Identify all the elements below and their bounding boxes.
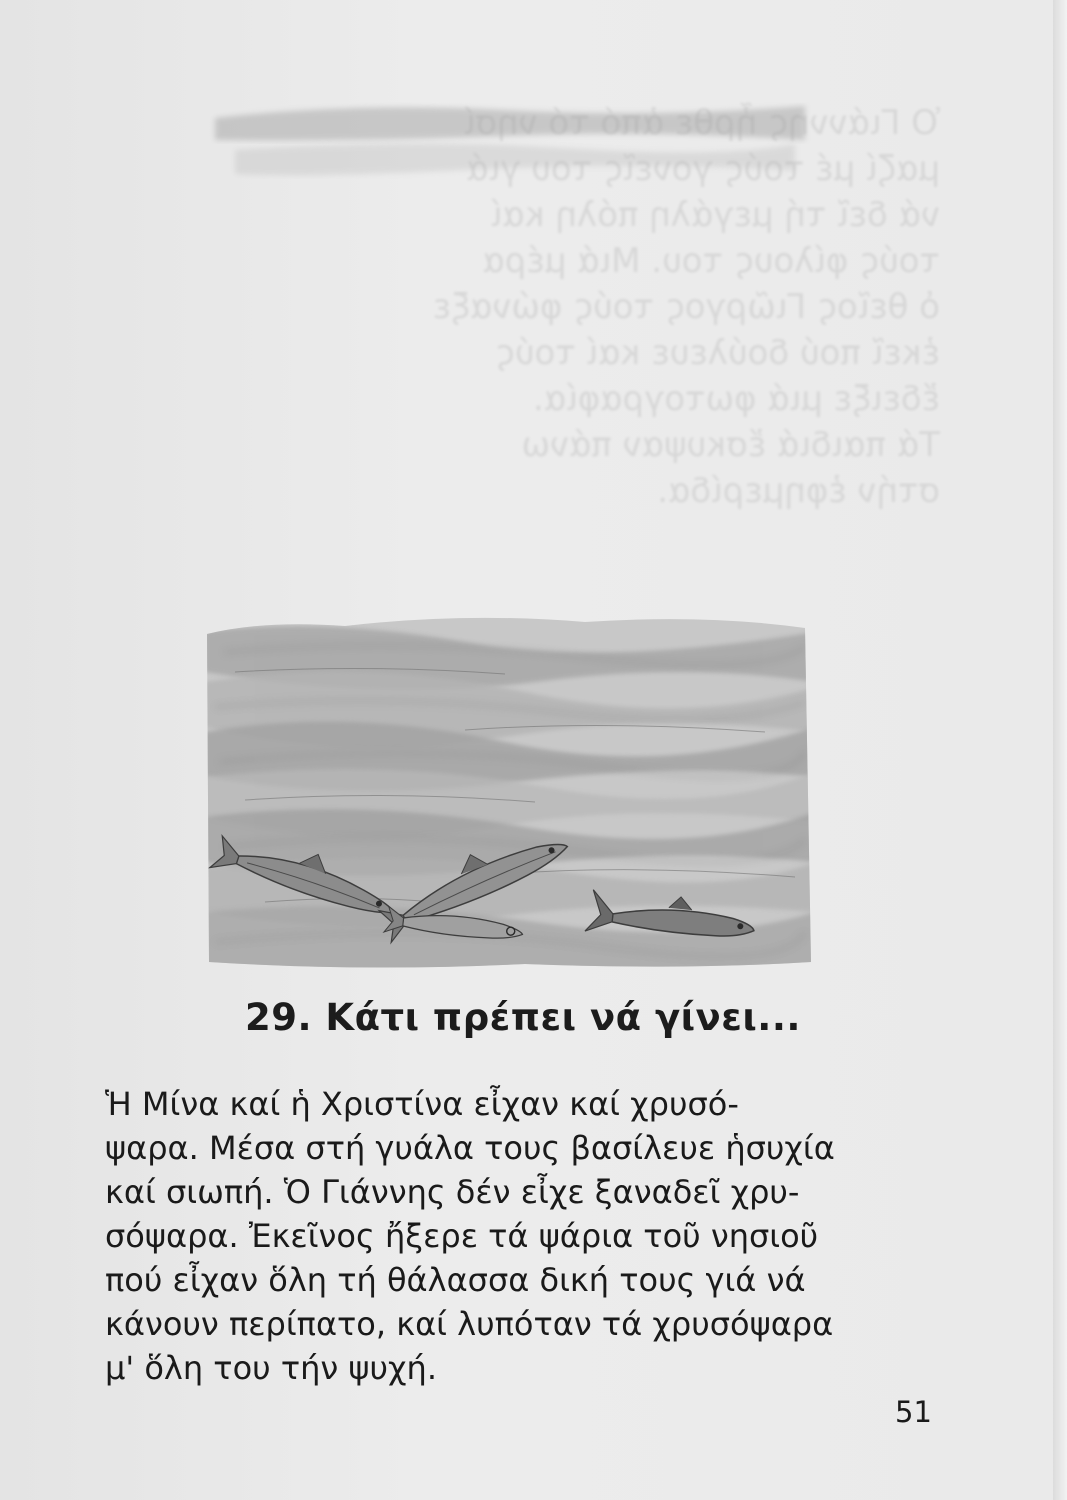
body-line: κάνουν περίπατο, καί λυπόταν τά χρυσόψαρα <box>105 1305 834 1343</box>
page-edge-shadow <box>1053 0 1067 1500</box>
fish-sea-illustration <box>205 612 815 972</box>
body-line: μ' ὅλη του τήν ψυχή. <box>105 1349 437 1387</box>
body-line: καί σιωπή. Ὁ Γιάννης δέν εἶχε ξαναδεῖ χρυ- <box>105 1173 800 1211</box>
top-illustration-remnant <box>205 100 815 220</box>
body-line: ψαρα. Μέσα στή γυάλα τους βασίλευε ἡσυχία <box>105 1129 835 1167</box>
page-number: 51 <box>895 1395 932 1429</box>
body-line: Ἡ Μίνα καί ἡ Χριστίνα εἶχαν καί χρυσό- <box>105 1085 739 1123</box>
body-paragraph <box>105 1082 945 1390</box>
chapter-title: 29. Κάτι πρέπει νά γίνει... <box>245 996 801 1039</box>
body-line: σόψαρα. Ἐκεῖνος ἤξερε τά ψάρια τοῦ νησιοῦ <box>105 1217 819 1255</box>
reverse-page-bleed-through: Ὁ Γιάννης ἦρθε ἀπό τό νησί μαζί μέ τούς γονεῖς του γιά νά δεῖ τή μεγάλη πόλη καί τούς φίλους του. Μιά μέρα ὁ θεῖος Γιῶργος τούς φώναξε ἐκεῖ πού δούλευε καί τούς ἔδειξε μιά φωτογραφία. Τά παιδιά ἔσκυψαν πάνω στήν ἐφημερίδα. <box>432 103 940 511</box>
body-line: πού εἶχαν ὅλη τή θάλασσα δική τους γιά νά <box>105 1261 806 1299</box>
